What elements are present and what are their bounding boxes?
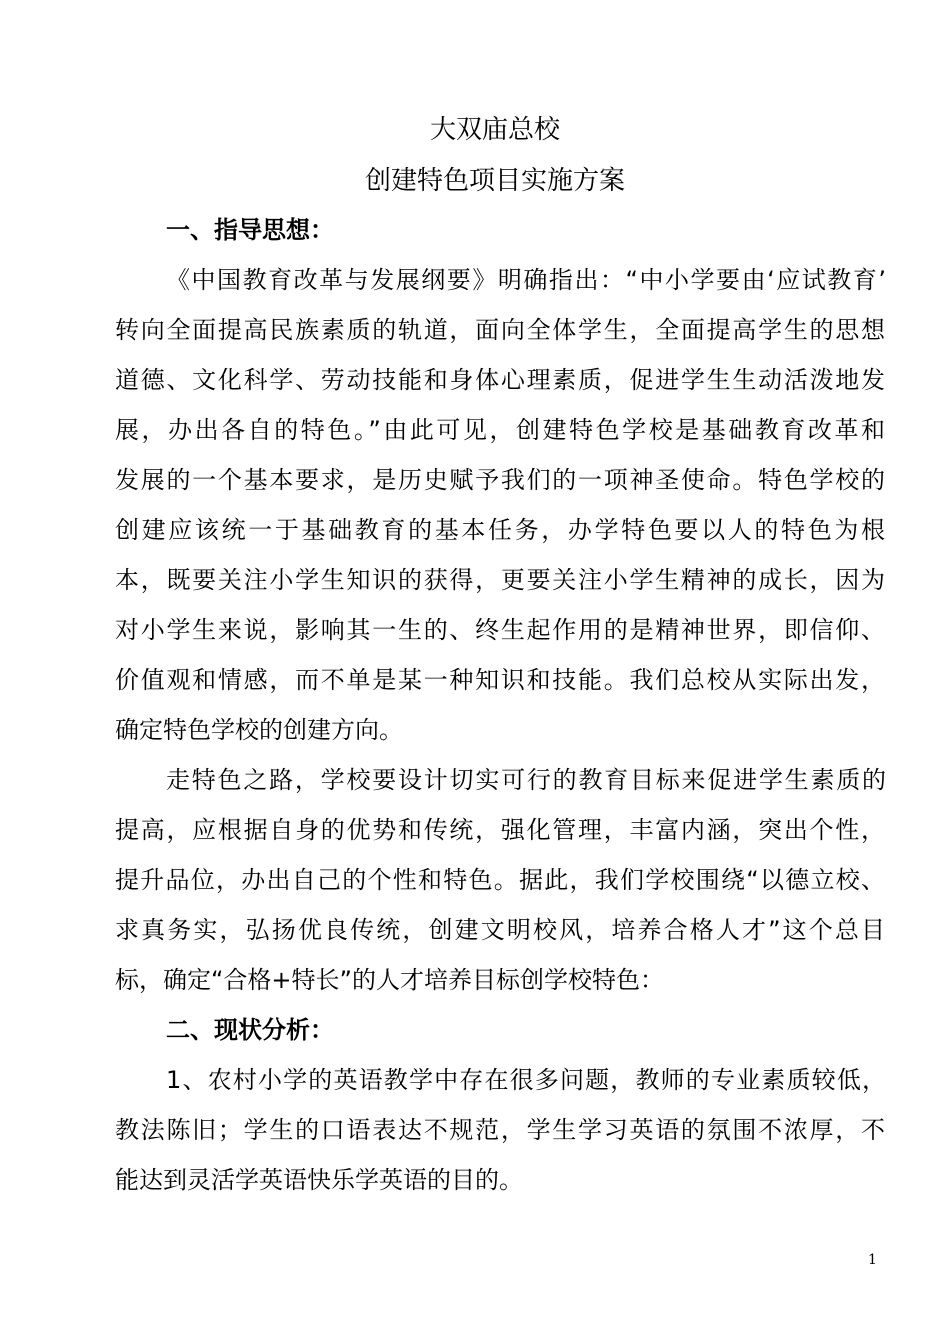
paragraph-line: 提高，应根据自身的优势和传统，强化管理，丰富内涵，突出个性， — [115, 816, 885, 844]
paragraph-line: 确定特色学校的创建方向。 — [115, 716, 403, 744]
paragraph-line: 走特色之路，学校要设计切实可行的教育目标来促进学生素质的 — [166, 766, 886, 794]
paragraph-line: 发展的一个基本要求，是历史赋予我们的一项神圣使命。特色学校的 — [115, 466, 885, 494]
paragraph-line: 标，确定“合格+特长”的人才培养目标创学校特色： — [115, 966, 664, 994]
paragraph-line: 创建应该统一于基础教育的基本任务，办学特色要以人的特色为根 — [115, 516, 885, 544]
paragraph-line: 《中国教育改革与发展纲要》明确指出：“中小学要由‘应试教育’ — [166, 266, 886, 294]
document-subtitle: 创建特色项目实施方案 — [364, 166, 625, 196]
paragraph-line: 提升品位，办出自己的个性和特色。据此，我们学校围绕“以德立校、 — [115, 866, 885, 894]
section-heading-status-analysis: 二、现状分析： — [166, 1016, 334, 1044]
paragraph-line: 求真务实，弘扬优良传统，创建文明校风，培养合格人才”这个总目 — [115, 916, 885, 944]
section-heading-guiding-ideology: 一、指导思想： — [166, 216, 334, 244]
paragraph-line: 对小学生来说，影响其一生的、终生起作用的是精神世界，即信仰、 — [115, 616, 885, 644]
paragraph-line: 价值观和情感，而不单是某一种知识和技能。我们总校从实际出发， — [115, 666, 885, 694]
paragraph-line: 转向全面提高民族素质的轨道，面向全体学生，全面提高学生的思想 — [115, 316, 885, 344]
paragraph-line: 1、农村小学的英语教学中存在很多问题，教师的专业素质较低， — [166, 1066, 886, 1094]
document-title: 大双庙总校 — [429, 115, 560, 145]
paragraph-line: 教法陈旧；学生的口语表达不规范，学生学习英语的氛围不浓厚，不 — [115, 1116, 885, 1144]
page-number: 1 — [868, 1252, 877, 1268]
paragraph-line: 展，办出各自的特色。”由此可见，创建特色学校是基础教育改革和 — [115, 416, 885, 444]
paragraph-line: 能达到灵活学英语快乐学英语的目的。 — [115, 1166, 523, 1194]
paragraph-line: 道德、文化科学、劳动技能和身体心理素质，促进学生生动活泼地发 — [115, 366, 885, 394]
paragraph-line: 本，既要关注小学生知识的获得，更要关注小学生精神的成长，因为 — [115, 566, 885, 594]
